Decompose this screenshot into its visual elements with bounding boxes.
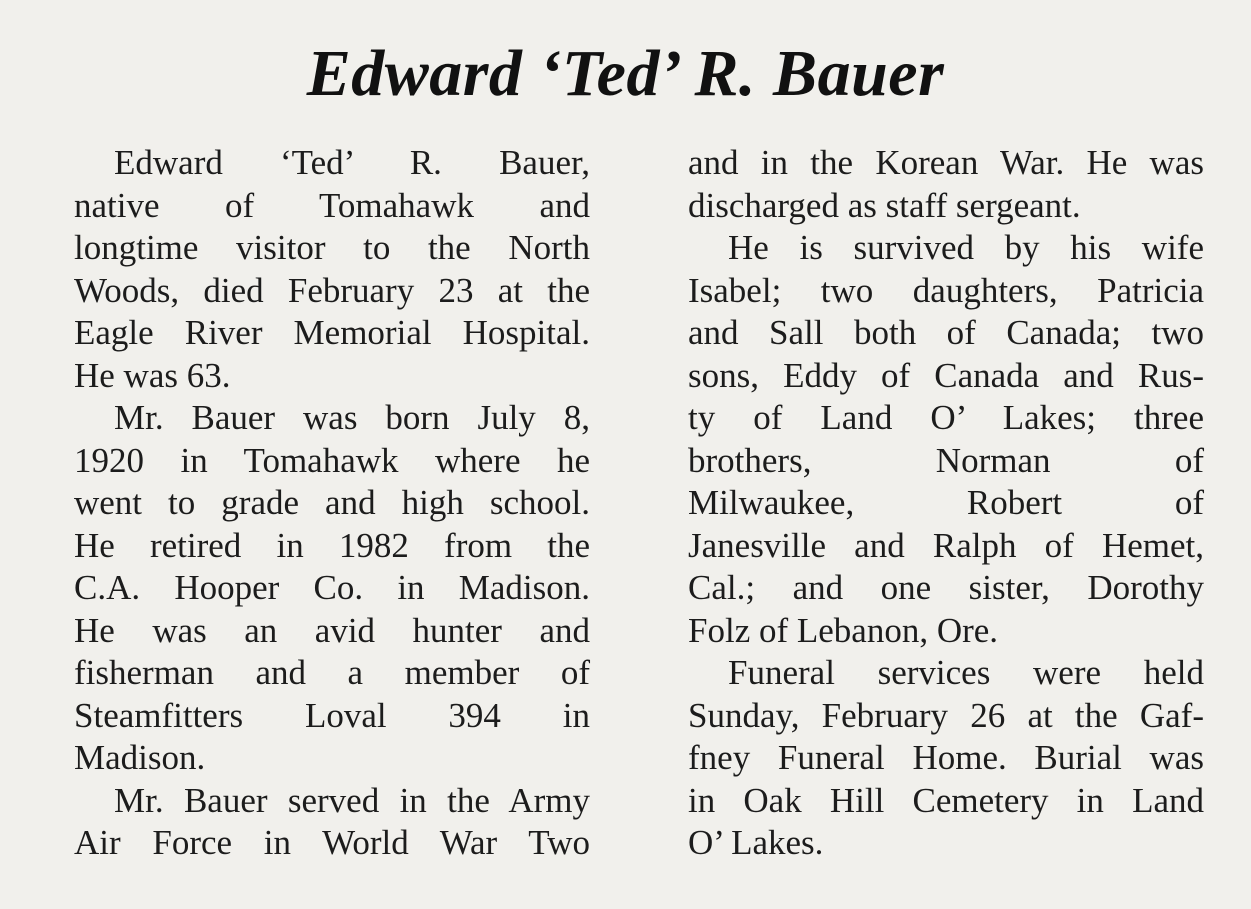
text-line: Edward ‘Ted’ R. Bauer, — [114, 143, 590, 182]
text-line: Milwaukee, Robert of — [688, 483, 1204, 522]
text-line: Isabel; two daughters, Patricia — [688, 270, 1204, 310]
text-line: He was an avid hunter and — [74, 610, 590, 650]
right-column — [648, 142, 1204, 865]
text-line: C.A. Hooper Co. in Madison. — [74, 568, 590, 607]
text-line: and in the Korean War. He was — [688, 143, 1204, 182]
text-line: Mr. Bauer was born July 8, — [114, 398, 590, 437]
text-line: brothers, Norman of — [688, 440, 1204, 480]
text-line: He was 63. — [74, 355, 231, 395]
text-line: discharged as staff sergeant. — [688, 185, 1081, 225]
text-line: Steamfitters Loval 394 in — [74, 695, 590, 735]
text-line: fney Funeral Home. Burial was — [688, 738, 1204, 777]
text-line: Funeral services were held — [728, 653, 1204, 692]
paragraph-survivors — [648, 227, 1204, 652]
text-line: 1920 in Tomahawk where he — [74, 440, 590, 480]
text-line: ty of Land O’ Lakes; three — [688, 398, 1204, 437]
text-line: Mr. Bauer served in the Army — [114, 780, 590, 820]
text-line: Air Force in World War Two — [74, 823, 590, 862]
text-line: native of Tomahawk and — [74, 185, 590, 225]
text-line: He retired in 1982 from the — [74, 525, 590, 565]
text-line: Folz of Lebanon, Ore. — [688, 610, 999, 650]
obituary-title: Edward ‘Ted’ R. Bauer — [306, 37, 945, 110]
paragraph-military-service — [34, 780, 590, 865]
left-column — [34, 142, 590, 865]
text-line: longtime visitor to the North — [74, 228, 590, 267]
text-line: He is survived by his wife — [728, 228, 1204, 267]
text-line: Sunday, February 26 at the Gaf- — [688, 695, 1204, 735]
text-line: Cal.; and one sister, Dorothy — [688, 568, 1204, 607]
text-line: Woods, died February 23 at the — [74, 270, 590, 310]
text-line: fisherman and a member of — [74, 653, 590, 692]
text-line: sons, Eddy of Canada and Rus- — [688, 355, 1204, 395]
paragraph-military-service-continued — [648, 142, 1204, 227]
text-line: O’ Lakes. — [688, 823, 824, 862]
text-line: Janesville and Ralph of Hemet, — [688, 525, 1204, 565]
text-line: went to grade and high school. — [74, 483, 590, 522]
text-line: Madison. — [74, 738, 206, 777]
text-line: Eagle River Memorial Hospital. — [74, 313, 590, 352]
text-line: and Sall both of Canada; two — [688, 313, 1204, 352]
paragraph-funeral — [648, 652, 1204, 865]
paragraph-death-notice — [34, 142, 590, 397]
paragraph-biography — [34, 397, 590, 780]
text-line: in Oak Hill Cemetery in Land — [688, 780, 1204, 820]
